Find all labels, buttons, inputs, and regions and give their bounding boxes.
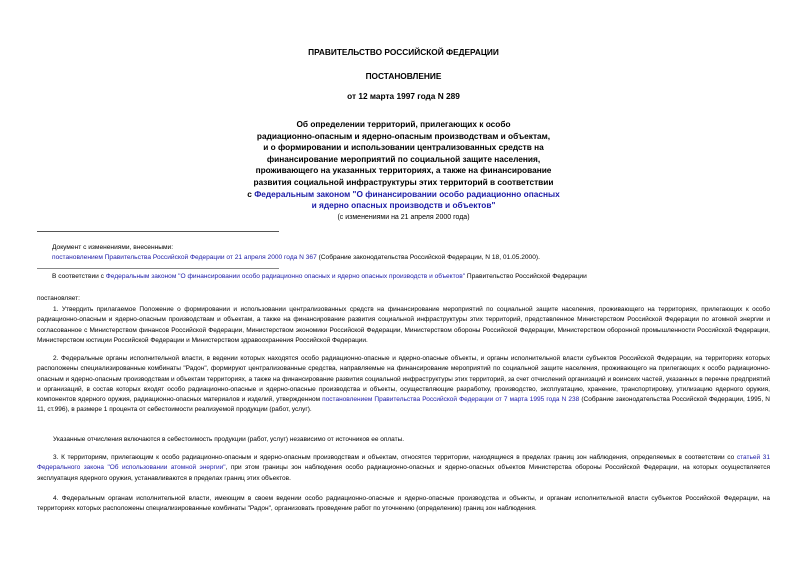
divider: [37, 231, 279, 232]
federal-law-link[interactable]: Федеральным законом "О финансировании особо радиационно опасных и ядерно опасных производств и объектов": [105, 273, 466, 280]
paragraph-2: [37, 354, 770, 416]
amendment-link[interactable]: постановлением Правительства Российской Федерации от 21 апреля 2000 года N 367: [52, 254, 317, 261]
document-date: от 12 марта 1997 года N 289: [347, 91, 460, 101]
amendments-heading: Документ с изменениями, внесенными:: [52, 244, 174, 251]
government-name: ПРАВИТЕЛЬСТВО РОССИЙСКОЙ ФЕДЕРАЦИИ: [308, 47, 499, 57]
amendment-entry: [52, 253, 540, 263]
paragraph-3: [37, 453, 770, 484]
federal-law-title-link[interactable]: Федеральным законом "О финансировании особо радиационно опасных: [254, 188, 560, 199]
title-line: проживающего на указанных территориях, а также на финансирование: [255, 165, 552, 176]
paragraph-2-suffix: (Собрание законодательства Российской Федерации, 1995, N 11, ст.996), в размере 1 процента от себестоимости реализуемой продукции (работ, услуг).: [37, 396, 770, 414]
amendments-list: [52, 243, 540, 263]
federal-law-title-link-cont[interactable]: и ядерно опасных производств и объектов": [311, 200, 496, 211]
title-line: и о формировании и использовании централизованных средств на: [263, 142, 544, 153]
preamble-suffix: Правительство Российской Федерации: [465, 273, 587, 280]
document-type: ПОСТАНОВЛЕНИЕ: [365, 71, 442, 81]
decrees-label: постановляет:: [37, 295, 80, 302]
article-31-link[interactable]: статьей 31 Федерального закона "Об использовании атомной энергии": [37, 454, 770, 472]
preamble-prefix: В соответствии с: [52, 273, 106, 280]
title-line: развития социальной инфраструктуры этих территорий в соответствии: [253, 176, 554, 187]
paragraph-4: 4. Федеральным органам исполнительной власти, имеющим в своем ведении особо радиационно-опасные и ядерно-опасные производства и объекты, и органам исполнительной власти субъектов Российской Федерации, на территориях которых расположены специализированные комбинаты "Радон", организовать проведение работ по уточнению (определению) границ зон наблюдения.: [37, 495, 770, 513]
divider: [37, 268, 279, 269]
amendment-note: (с изменениями на 21 апреля 2000 года): [337, 214, 470, 221]
preamble: [52, 272, 587, 282]
title-line: Об определении территорий, прилегающих к особо: [296, 119, 511, 129]
title-line: радиационно-опасным и ядерно-опасным производствам и объектам,: [256, 130, 551, 141]
resolution-238-link[interactable]: постановлением Правительства Российской Федерации от 7 марта 1995 года N 238: [322, 396, 580, 404]
paragraph-3-suffix: , при этом границы зон наблюдения особо радиационно-опасных и ядерно-опасных объектов Министерства обороны Российской Федерации, на которых осуществляется эксплуатация ядерного оружия, устанавливаются в пределах границ этих объектов.: [37, 464, 770, 482]
title-line: [0, 200, 807, 212]
amendment-source: (Собрание законодательства Российской Федерации, N 18, 01.05.2000).: [316, 254, 540, 261]
paragraph-1: 1. Утвердить прилагаемое Положение о формировании и использовании централизованных средств на финансирование мероприятий по социальной защите населения, проживающего на территориях, прилегающих к особо радиационно-опасным и ядерно-опасным производствам и объектам, а также на финансирование развития социальной инфраструктуры этих территорий, представленное Министерством Российской Федерации по атомной энергии и согласованное с Министерством финансов Российской Федерации, Министерством экономики Российской Федерации, Министерством обороны Российской Федерации, Министерством оборонной промышленности Российской Федерации, Министерством юстиции Российской Федерации и Министерством здравоохранения Российской Федерации.: [37, 306, 770, 344]
title-line: [0, 189, 807, 201]
document-title: [0, 119, 807, 212]
paragraph-3-text: 3. К территориям, прилегающим к особо радиационно-опасным и ядерно-опасным производствам и объектам, относятся территории, находящиеся в пределах границ зон наблюдения, определяемых в соответствии со: [53, 454, 737, 461]
paragraph-2-note: Указанные отчисления включаются в себестоимость продукции (работ, услуг) независимо от источников ее оплаты.: [53, 436, 405, 443]
title-prefix: с: [247, 188, 255, 199]
title-line: финансирование мероприятий по социальной защите населения,: [266, 153, 541, 164]
paragraph-2-text: 2. Федеральные органы исполнительной власти, в ведении которых находятся особо радиационно-опасные и ядерно-опасные объекты, и органы исполнительной власти субъектов Российской Федерации, на территориях которых расположены специализированные комбинаты "Радон", формируют централизованные средства, направляемые на финансирование мероприятий по социальной защите населения, проживающего на прилегающих к особо радиационно-опасным и ядерно-опасным производствам и объектам территориях, а также на финансирование развития социальной инфраструктуры этих территорий, за счет отчислений организаций и воинских частей, указанных в перечне предприятий и организаций, в состав которых входят особо радиационно-опасные и ядерно-опасные производства и объекты, осуществляющие разработку, производство, эксплуатацию, хранение, транспортировку, утилизацию ядерного оружия, компонентов ядерного оружия, радиационно-опасных материалов и изделий, утвержденном: [37, 355, 770, 404]
